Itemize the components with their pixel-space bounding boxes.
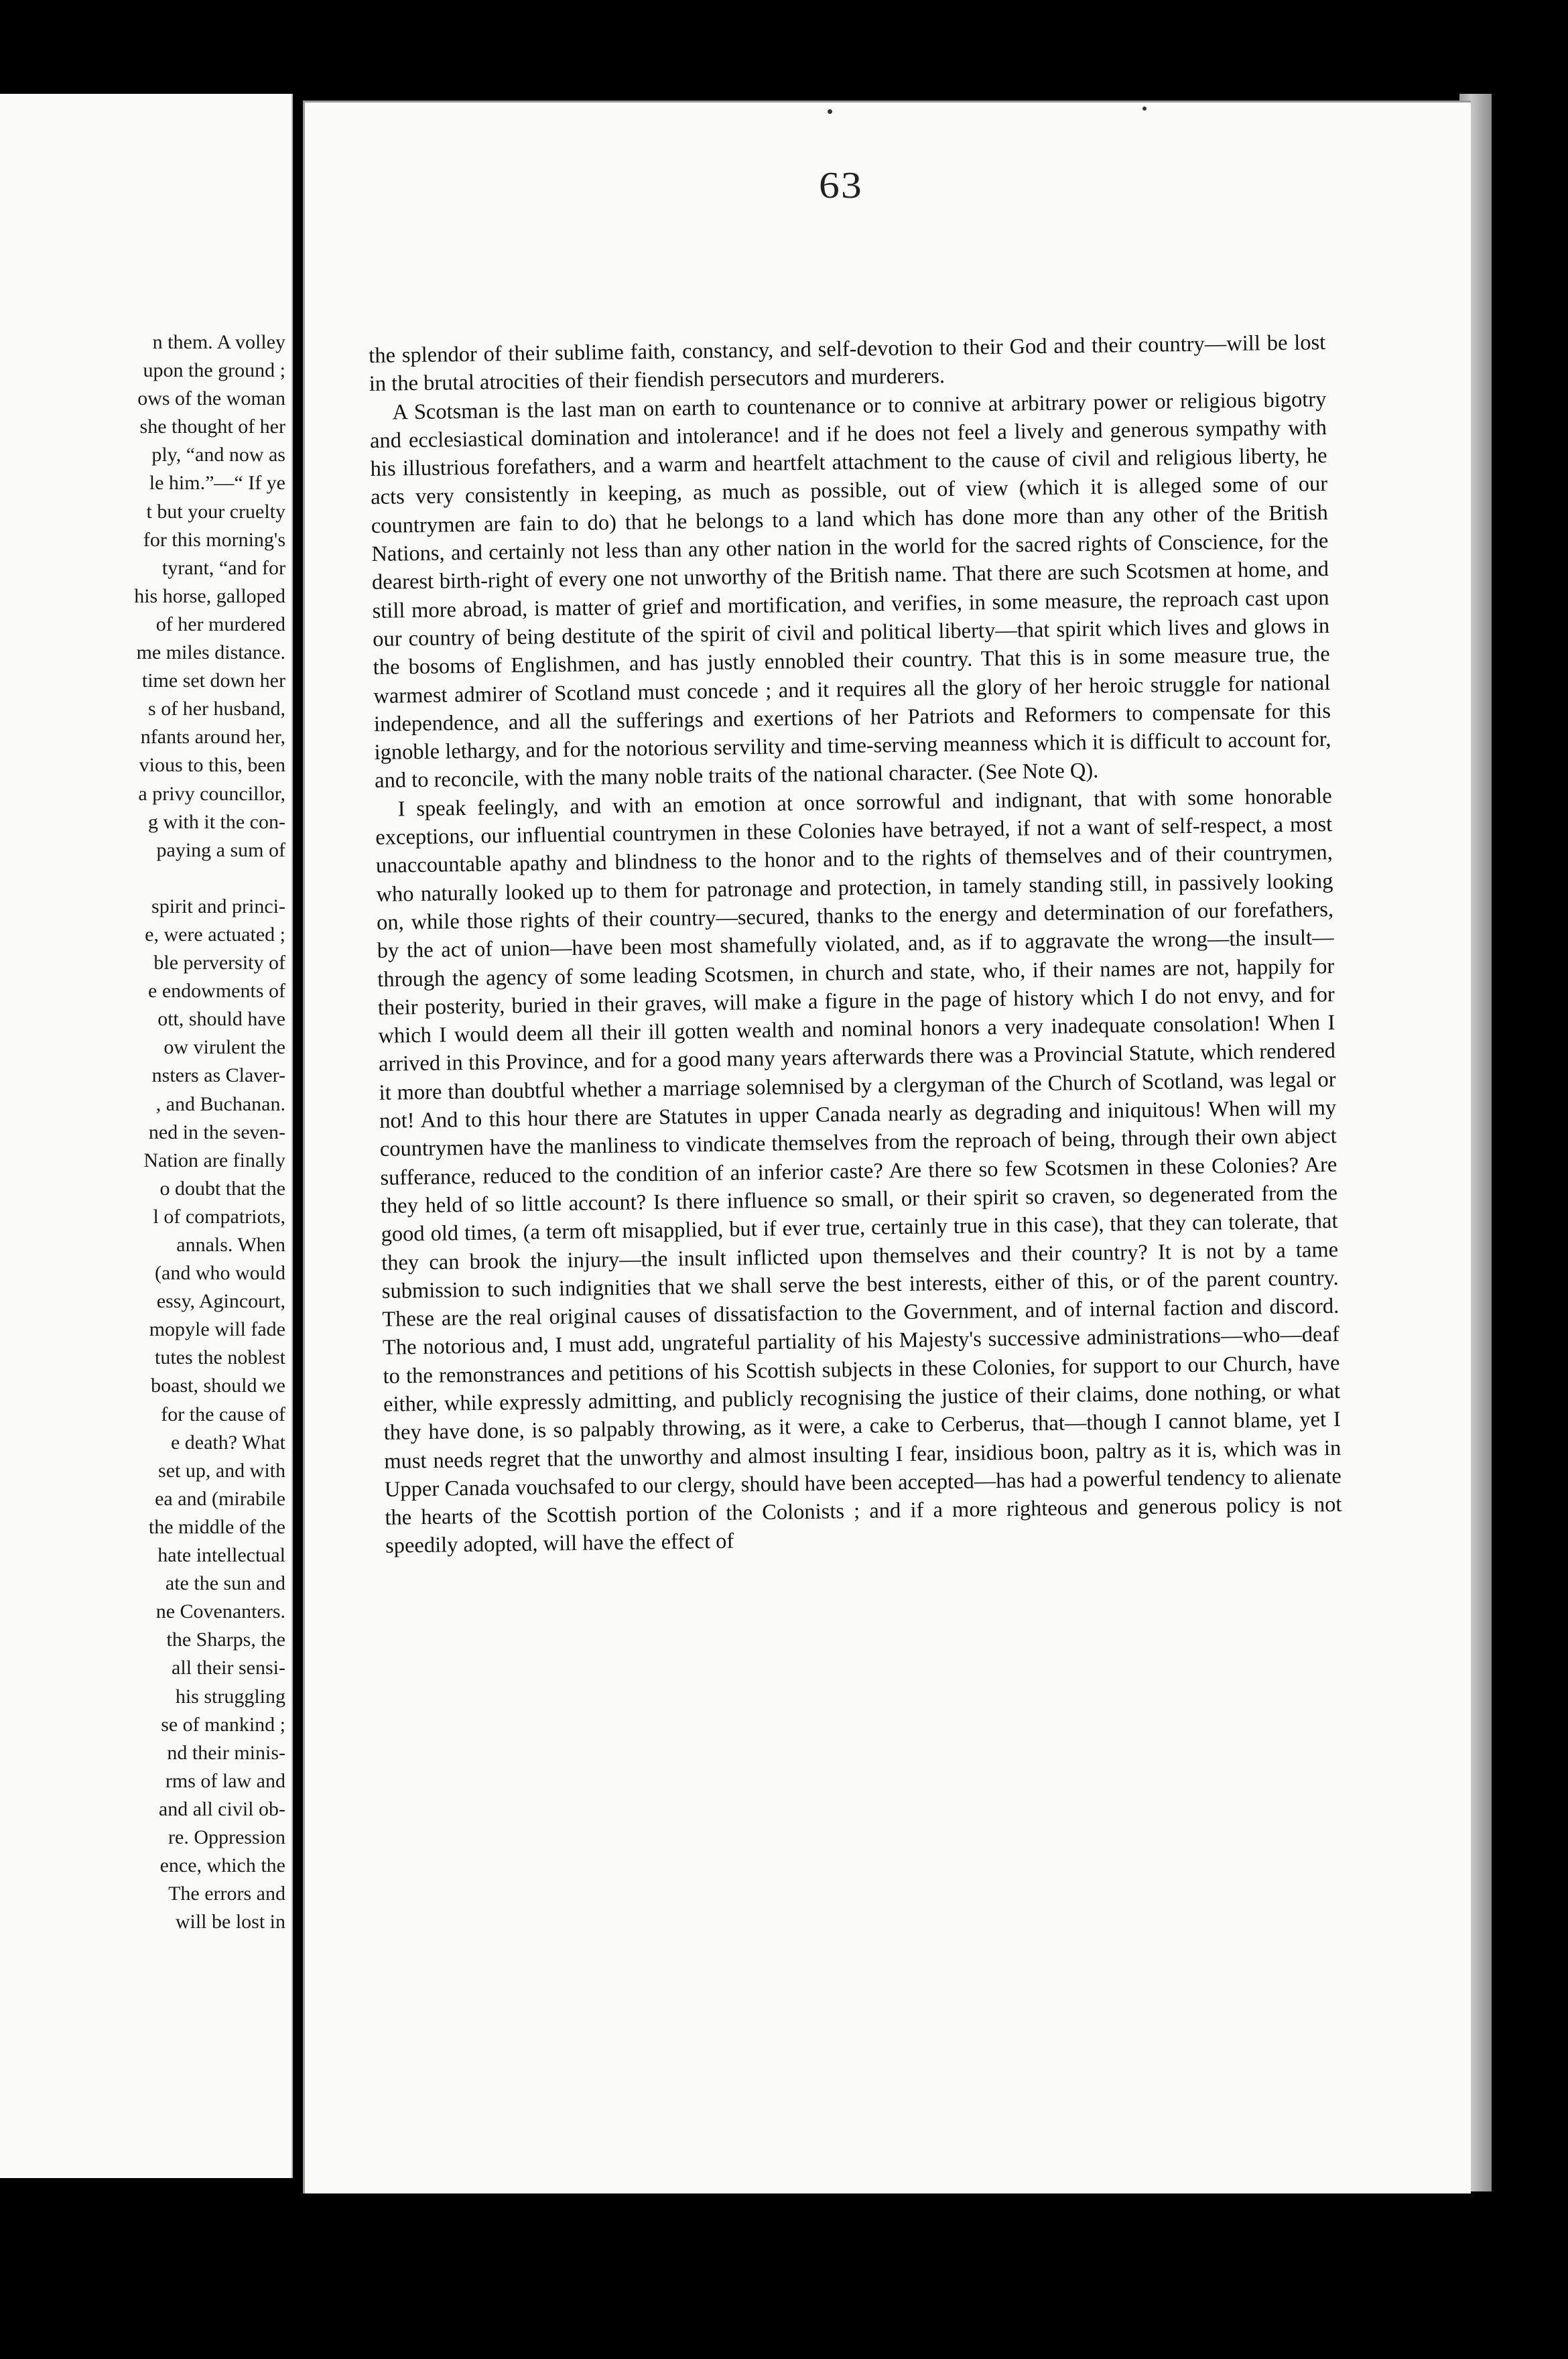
left-page-line: mopyle will fade	[149, 1318, 285, 1341]
left-page-line: his struggling	[175, 1685, 285, 1708]
left-page-line: e, were actuated ;	[145, 923, 285, 946]
left-page-line: boast, should we	[151, 1375, 285, 1397]
left-page-line: annals. When	[176, 1234, 285, 1256]
left-page-line: tyrant, “and for	[161, 556, 285, 579]
left-page-line: ned in the seven-	[148, 1121, 285, 1143]
left-page-line: nd their minis-	[167, 1741, 285, 1764]
left-page-line: will be lost in	[175, 1911, 285, 1933]
left-page-line: for the cause of	[161, 1403, 285, 1425]
left-page-line: g with it the con-	[148, 810, 285, 833]
left-page-line: me miles distance.	[136, 641, 285, 664]
paragraph: I speak feelingly, and with an emotion at once sorrowful and indignant, that with some honorable exceptions, our influential countrymen in these Colonies have betrayed, if not a want of self-respect, a most unaccountable apathy and blindness to the honor and to the rights of themselves and of their countrymen, who naturally looked up to them for patronage and protection, in tamely standing still, in passively looking on, while those rights of their country—secured, thanks to the energy and determination of our forefathers, by the act of union—have been most shamefully violated, and, as if to aggravate the wrong—the insult—through the agency of some leading Scotsmen, in church and state, who, if their names are not, happily for their posterity, buried in their graves, will make a figure in the page of history which I do not envy, and for which I would deem all their ill gotten wealth and nominal honors a very inadequate consolation! When I arrived in this Province, and for a good many years afterwards there was a Provincial Statute, which rendered it more than doubtful whether a marriage solemnised by a clergyman of the Church of Scotland, was legal or not! And to this hour there are Statutes in upper Canada nearly as degrading and iniquitous! When will my countrymen have the manliness to vindicate themselves from the reproach of being, through their own abject sufferance, reduced to the condition of an inferior caste? Are there so few Scotsmen in these Colonies? Are they held of so little account? Is there influence so small, or their spirit so craven, so degenerated from the good old times, (a term oft misapplied, but if ever true, certainly true in this case), that they can tolerate, that they can brook the injury—the insult inflicted upon themselves and their country? It is not by a tame submission to such indignities that we shall serve the best interests, either of this, or of the parent country. These are the real original causes of dissatisfaction to the Government, and of internal faction and discord. The notorious and, I must add, ungrateful partiality of his Majesty's successive administrations—who—deaf to the remonstrances and petitions of his Scottish subjects in these Colonies, for support to our Church, have either, while expressly admitting, and publicly recognising the justice of their claims, done nothing, or what they have done, is so palpably throwing, as it were, a cake to Cerberus, that—though I cannot blame, yet I must needs regret that the unworthy and almost insulting I fear, insidious boon, paltry as it is, which was in Upper Canada vouchsafed to our clergy, should have been accepted—has had a powerful tendency to alienate the hearts of the Scottish portion of the Colonists ; and if a more righteous and generous policy is not speedily adopted, will have the effect of	[375, 783, 1342, 1559]
left-page-line	[4, 865, 285, 893]
page-number: 63	[819, 165, 863, 206]
left-page-text	[4, 328, 285, 1936]
left-page-line: hate intellectual	[157, 1544, 285, 1567]
ink-speck	[1142, 107, 1147, 111]
left-page-line: , and Buchanan.	[155, 1092, 285, 1115]
left-page-line: the Sharps, the	[166, 1629, 285, 1651]
left-page-line: ence, which the	[159, 1854, 285, 1877]
left-page-line: spirit and princi-	[151, 895, 285, 917]
left-page-line: (and who would	[155, 1262, 285, 1285]
left-page-line: set up, and with	[158, 1459, 285, 1482]
left-page-line: his horse, galloped	[134, 584, 285, 607]
left-page-line: l of compatriots,	[153, 1205, 285, 1228]
left-page-line: ea and (mirabile	[155, 1487, 285, 1510]
left-page-line: and all civil ob-	[158, 1797, 285, 1820]
left-page-line: ows of the woman	[137, 387, 285, 410]
left-page-line: se of mankind ;	[161, 1713, 285, 1736]
paragraph: the splendor of their sublime faith, constancy, and self-devotion to their God and their country—will be lost in the brutal atrocities of their fiendish persecutors and murderers.	[369, 330, 1326, 397]
left-page-line: ate the sun and	[165, 1572, 285, 1595]
left-page-line: vious to this, been	[139, 754, 285, 777]
body-text	[369, 328, 1342, 1561]
left-page-line: nfants around her,	[140, 726, 285, 749]
left-page-line: for this morning's	[143, 528, 285, 551]
left-page-line: e endowments of	[148, 980, 285, 1003]
left-page-line: all their sensi-	[172, 1657, 285, 1679]
ink-speck	[828, 109, 832, 114]
left-page-line: ott, should have	[157, 1008, 285, 1031]
paragraph: A Scotsman is the last man on earth to countenance or to connive at arbitrary power or religious bigotry and ecclesiastical domination and intolerance! and if he does not feel a lively and generous sympathy with his illustrious forefathers, and a warm and heartfelt attachment to the cause of civil and religious liberty, he acts very consistently in keeping, as much as possible, out of view (which it is alleged some of our countrymen are fain to do) that he belongs to a land which has done more than any other of the British Nations, and certainly not less than any other nation in the world for the sacred rights of Conscience, for the dearest birth-right of every one not unworthy of the British name. That there are such Scotsmen at home, and still more abroad, is matter of grief and mortification, and verifies, in some measure, the reproach cast upon our country of being destitute of the spirit of civil and political liberty—that spirit which lives and glows in the bosoms of Englishmen, and has justly ennobled their country. That this is in some measure true, the warmest admirer of Scotland must concede ; and it requires all the glory of her heroic struggle for national independence, and all the sufferings and exertions of her Patriots and Reformers to compensate for this ignoble lethargy, and for the notorious servility and time-serving meanness which it is difficult to account for, and to reconcile, with the many noble traits of the national character. (See Note Q).	[369, 387, 1331, 793]
left-page-line: s of her husband,	[148, 698, 285, 720]
left-page-line: e death? What	[170, 1431, 285, 1454]
left-page-line: she thought of her	[139, 416, 285, 438]
left-page-line: paying a sum of	[156, 838, 285, 861]
left-page-line: nsters as Claver-	[151, 1064, 285, 1087]
left-page-line: Nation are finally	[143, 1149, 285, 1171]
left-page-line: the middle of the	[148, 1515, 285, 1538]
left-page-line: ne Covenanters.	[155, 1600, 285, 1623]
left-page-line: ble perversity of	[153, 952, 285, 974]
left-page-line: a privy councillor,	[138, 782, 285, 805]
left-page-line: re. Oppression	[168, 1826, 285, 1848]
left-page-line: le him.”—“ If ye	[149, 472, 285, 495]
left-page-line: The errors and	[168, 1883, 285, 1905]
left-page-line: upon the ground ;	[143, 359, 285, 382]
left-page-line: ply, “and now as	[151, 444, 285, 466]
left-page-line: o doubt that the	[159, 1177, 285, 1200]
left-page-line: rms of law and	[165, 1769, 285, 1792]
left-page-line: n them. A volley	[152, 331, 285, 353]
left-page-line: of her murdered	[155, 613, 285, 635]
left-page-line: time set down her	[141, 670, 285, 692]
left-page-line: tutes the noblest	[155, 1346, 285, 1369]
left-page-line: ow virulent the	[164, 1036, 285, 1059]
left-page-line: essy, Agincourt,	[156, 1290, 285, 1313]
left-page-line: t but your cruelty	[146, 500, 285, 523]
left-page	[0, 94, 293, 2178]
